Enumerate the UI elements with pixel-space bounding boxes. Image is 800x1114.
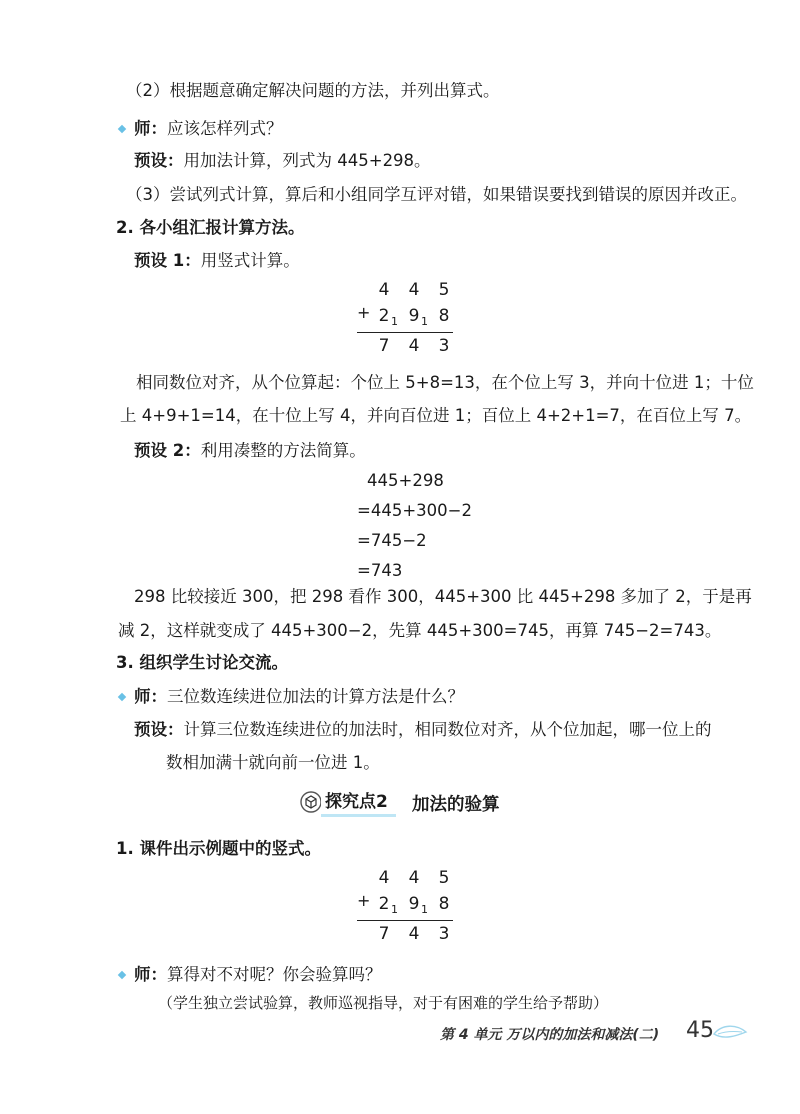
- bullet-icon: [118, 693, 126, 701]
- explanation-line-1: 相同数位对齐，从个位算起：个位上 5+8=13，在个位上写 3，并向十位进 1；十位: [136, 373, 754, 392]
- digit: 4: [408, 868, 420, 888]
- digit: 7: [378, 336, 390, 356]
- teacher-question-3-text: 算得对不对呢？你会验算吗？: [167, 965, 382, 984]
- teacher-tag: 师：: [134, 687, 167, 706]
- vertical-addition-1: [357, 280, 467, 362]
- simplify-step: =743: [357, 561, 403, 580]
- digit: 4: [408, 924, 420, 944]
- preset-answer-2-text: 计算三位数连续进位的加法时，相同数位对齐，从个位加起，哪一位上的: [183, 720, 712, 739]
- preset-answer-2-cont: 数相加满十就向前一位进 1。: [166, 753, 380, 772]
- preset-2: [134, 440, 366, 462]
- simplify-step: =745−2: [357, 531, 427, 550]
- carry-digit: 1: [421, 903, 428, 916]
- leaf-ornament-icon: [712, 1022, 748, 1044]
- plus-sign: +: [357, 303, 371, 322]
- preset-tag: 预设：: [134, 720, 184, 739]
- bullet-icon: [118, 125, 126, 133]
- carry-digit: 1: [421, 315, 428, 328]
- vertical-addition-2: [357, 868, 467, 950]
- preset-answer-2: [134, 719, 712, 741]
- step-2-heading: （2）根据题意确定解决问题的方法，并列出算式。: [126, 81, 500, 100]
- teacher-tag: 师：: [134, 119, 167, 138]
- teacher-question-3: [134, 964, 382, 986]
- preset-1-text: 用竖式计算。: [200, 251, 300, 270]
- cube-icon: [300, 791, 322, 813]
- digit: 7: [378, 924, 390, 944]
- teacher-question-text: 应该怎样列式？: [167, 119, 283, 138]
- carry-digit: 1: [391, 903, 398, 916]
- digit: 8: [438, 306, 450, 326]
- digit: 5: [438, 280, 450, 300]
- explanation-line-3: 298 比较接近 300，把 298 看作 300，445+300 比 445+298 多加了 2，于是再: [134, 587, 752, 606]
- step-3-heading: （3）尝试列式计算，算后和小组同学互评对错，如果错误要找到错误的原因并改正。: [126, 185, 747, 204]
- simplify-step: =445+300−2: [357, 501, 472, 520]
- digit: 4: [408, 280, 420, 300]
- explanation-line-4: 减 2，这样就变成了 445+300−2，先算 445+300=745，再算 745−2=743。: [118, 621, 722, 640]
- digit: 9: [408, 306, 420, 326]
- teacher-question-2-text: 三位数连续进位加法的计算方法是什么？: [167, 687, 464, 706]
- preset-1-tag: 预设 1：: [134, 251, 201, 270]
- section-3-heading: 3. 组织学生讨论交流。: [116, 653, 288, 672]
- preset-answer-text: 用加法计算，列式为 445+298。: [183, 151, 431, 170]
- sum-rule: [357, 920, 453, 921]
- digit: 2: [378, 306, 390, 326]
- digit: 5: [438, 868, 450, 888]
- teacher-question-2: [134, 686, 464, 708]
- teacher-tag: 师：: [134, 965, 167, 984]
- check-heading: 1. 课件出示例题中的竖式。: [116, 839, 321, 858]
- digit: 9: [408, 894, 420, 914]
- digit: 3: [438, 924, 450, 944]
- carry-digit: 1: [391, 315, 398, 328]
- plus-sign: +: [357, 891, 371, 910]
- digit: 8: [438, 894, 450, 914]
- page-number: 45: [686, 1018, 714, 1043]
- preset-2-text: 利用凑整的方法简算。: [200, 441, 366, 460]
- student-activity-note: （学生独立尝试验算，教师巡视指导，对于有困难的学生给予帮助）: [158, 994, 609, 1012]
- section-badge: 探究点2: [321, 790, 396, 817]
- explanation-line-2: 上 4+9+1=14，在十位上写 4，并向百位进 1；百位上 4+2+1=7，在百位上写 7。: [120, 406, 752, 425]
- digit: 4: [408, 336, 420, 356]
- preset-tag: 预设：: [134, 151, 184, 170]
- teacher-question: [134, 118, 283, 140]
- bullet-icon: [118, 971, 126, 979]
- digit: 4: [378, 868, 390, 888]
- section-2-heading: 2. 各小组汇报计算方法。: [116, 218, 305, 237]
- section-title: 加法的验算: [412, 795, 500, 815]
- simplify-step: 445+298: [367, 471, 444, 490]
- sum-rule: [357, 332, 453, 333]
- digit: 4: [378, 280, 390, 300]
- simplify-steps: [357, 466, 472, 586]
- digit: 2: [378, 894, 390, 914]
- preset-2-tag: 预设 2：: [134, 441, 201, 460]
- preset-answer: [134, 150, 431, 172]
- preset-1: [134, 250, 300, 272]
- digit: 3: [438, 336, 450, 356]
- footer-unit-title: 第 4 单元 万以内的加法和减法(二): [440, 1027, 660, 1043]
